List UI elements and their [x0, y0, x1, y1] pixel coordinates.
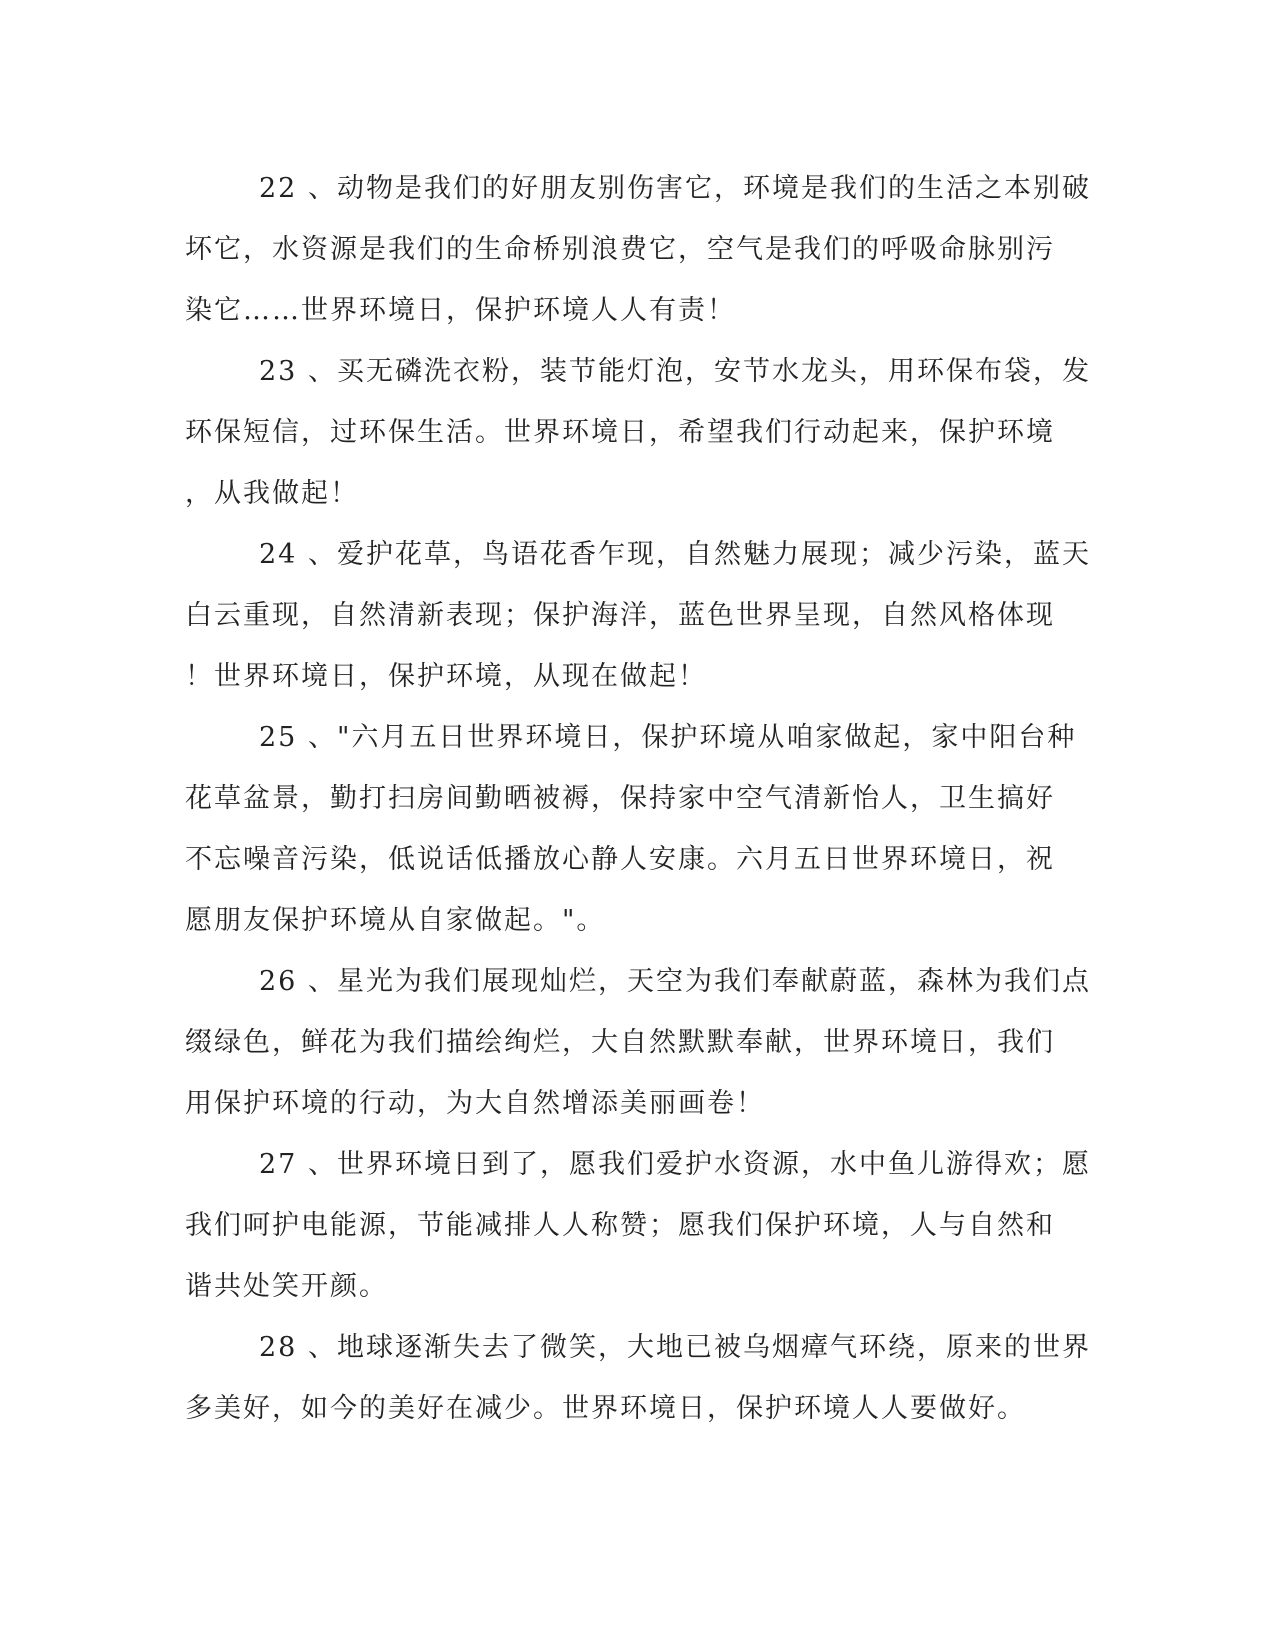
paragraph-line: 环保短信，过环保生活。世界环境日，希望我们行动起来，保护环境 [185, 417, 1055, 448]
paragraph-line: 不忘噪音污染，低说话低播放心静人安康。六月五日世界环境日，祝 [185, 844, 1055, 875]
paragraph-line: 23 、买无磷洗衣粉，装节能灯泡，安节水龙头，用环保布袋，发 [259, 356, 1091, 387]
paragraph-line: 22 、动物是我们的好朋友别伤害它，环境是我们的生活之本别破 [259, 173, 1091, 204]
paragraph-26 [185, 951, 1091, 1134]
paragraph-line: 谐共处笑开颜。 [185, 1271, 388, 1302]
paragraph-line: 24 、爱护花草，鸟语花香乍现，自然魅力展现；减少污染，蓝天 [259, 539, 1091, 570]
paragraph-line: 26 、星光为我们展现灿烂，天空为我们奉献蔚蓝，森林为我们点 [259, 966, 1091, 997]
paragraph-line: 染它……世界环境日，保护环境人人有责！ [185, 295, 736, 326]
paragraph-line: 愿朋友保护环境从自家做起。"。 [185, 905, 606, 936]
paragraph-line: 花草盆景，勤打扫房间勤晒被褥，保持家中空气清新怡人，卫生搞好 [185, 783, 1055, 814]
paragraph-line: 我们呵护电能源，节能减排人人称赞；愿我们保护环境，人与自然和 [185, 1210, 1055, 1241]
paragraph-22 [185, 158, 1091, 341]
paragraph-24 [185, 524, 1091, 707]
paragraph-25 [185, 707, 1077, 951]
paragraph-27 [185, 1134, 1091, 1317]
document-body [185, 158, 1091, 1439]
paragraph-line: 缀绿色，鲜花为我们描绘绚烂，大自然默默奉献，世界环境日，我们 [185, 1027, 1055, 1058]
paragraph-line: 坏它，水资源是我们的生命桥别浪费它，空气是我们的呼吸命脉别污 [185, 234, 1055, 265]
paragraph-line: 27 、世界环境日到了，愿我们爱护水资源，水中鱼儿游得欢；愿 [259, 1149, 1091, 1180]
paragraph-28 [185, 1317, 1091, 1439]
paragraph-line: ！世界环境日，保护环境，从现在做起！ [185, 661, 707, 692]
paragraph-line: 用保护环境的行动，为大自然增添美丽画卷！ [185, 1088, 765, 1119]
paragraph-line: 28 、地球逐渐失去了微笑，大地已被乌烟瘴气环绕，原来的世界 [259, 1332, 1091, 1363]
paragraph-line: 25 、"六月五日世界环境日，保护环境从咱家做起，家中阳台种 [259, 722, 1077, 753]
paragraph-line: ，从我做起！ [185, 478, 359, 509]
paragraph-23 [185, 341, 1091, 524]
paragraph-line: 多美好，如今的美好在减少。世界环境日，保护环境人人要做好。 [185, 1393, 1026, 1424]
paragraph-line: 白云重现，自然清新表现；保护海洋，蓝色世界呈现，自然风格体现 [185, 600, 1055, 631]
